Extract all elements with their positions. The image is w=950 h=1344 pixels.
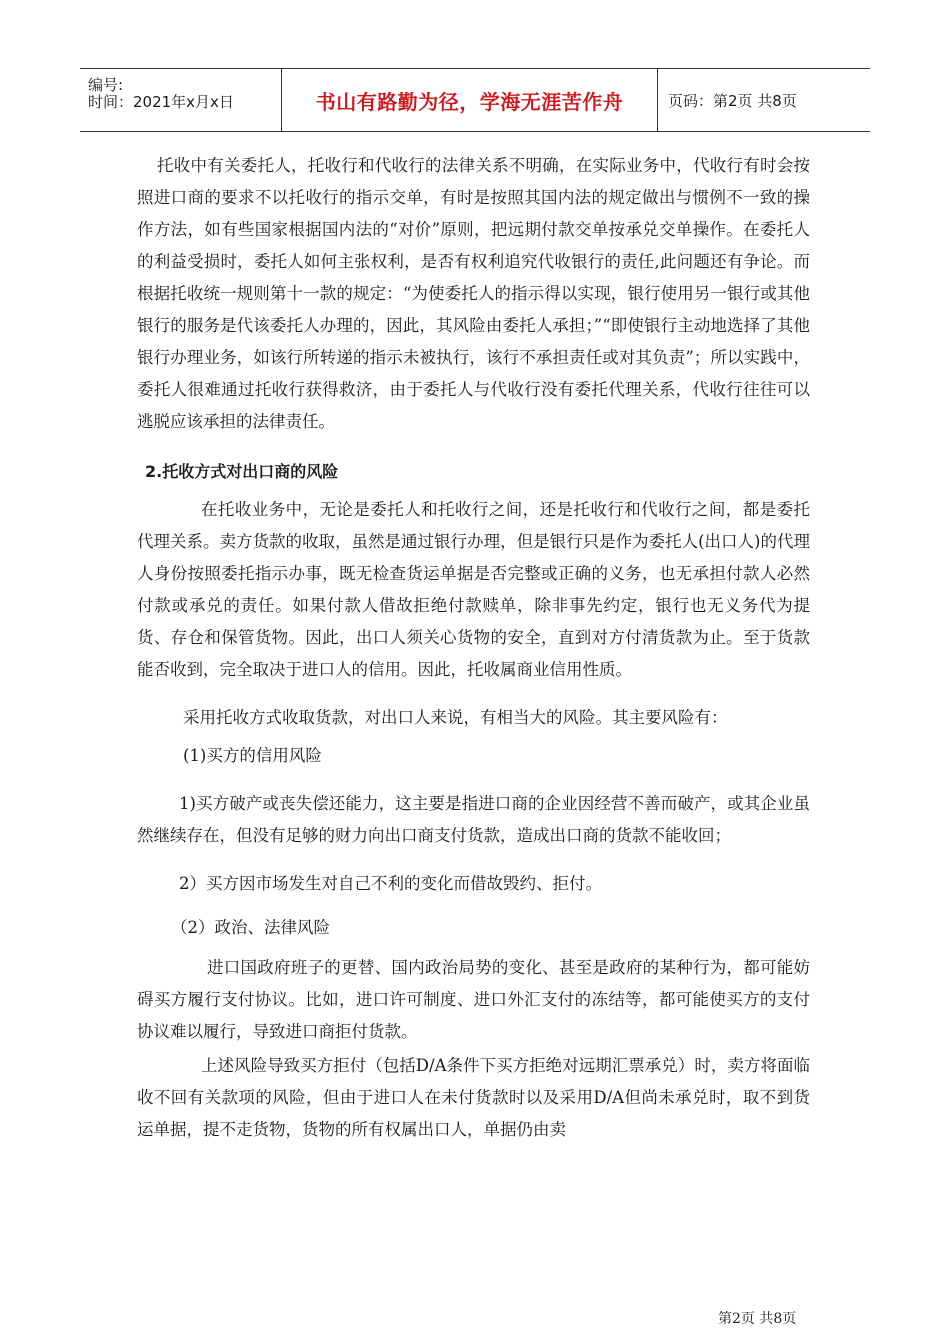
header-motto: 书山有路勤为径，学海无涯苦作舟 — [282, 69, 658, 131]
time-label: 时间：2021年x月x日 — [88, 93, 234, 111]
page-header — [80, 68, 870, 132]
paragraph-agency-relationship: 在托收业务中，无论是委托人和托收行之间，还是托收行和代收行之间，都是委托代理关系。卖方货款的收取，虽然是通过银行办理，但是银行只是作为委托人(出口人)的代理人身份按照委托指示办事，既无检查货运单据是否完整或正确的义务，也无承担付款人必然付款或承兑的责任。如果付款人借故拒绝付款赎单，除非事先约定，银行也无义务代为提货、存仓和保管货物。因此，出口人须关心货物的安全，直到对方付清货款为止。至于货款能否收到，完全取决于进口人的信用。因此，托收属商业信用性质。 — [137, 500, 810, 679]
header-info-cell — [80, 69, 282, 131]
page-footer: 第2页 共8页 — [718, 1311, 797, 1327]
subheading-political-legal-risk: （2）政治、法律风险 — [171, 918, 330, 937]
document-body — [137, 150, 810, 1146]
paragraph-political-changes: 进口国政府班子的更替、国内政治局势的变化、甚至是政府的某种行为，都可能妨碍买方履行支付协议。比如，进口许可制度、进口外汇支付的冻结等，都可能使买方的支付协议难以履行，导致进口商拒付货款。 — [137, 958, 810, 1041]
paragraph-buyer-default: 2）买方因市场发生对自己不利的变化而借故毁约、拒付。 — [179, 874, 602, 893]
header-page-number: 页码：第2页 共8页 — [668, 91, 797, 110]
paragraph-buyer-bankruptcy: 1)买方破产或丧失偿还能力，这主要是指进口商的企业因经营不善而破产，或其企业虽然继续存在，但没有足够的财力向出口商支付货款，造成出口商的货款不能收回； — [137, 794, 810, 845]
paragraph-refusal-consequence: 上述风险导致买方拒付（包括D/A条件下买方拒绝对远期汇票承兑）时，卖方将面临收不回有关款项的风险，但由于进口人在未付货款时以及采用D/A但尚未承兑时，取不到货运单据，提不走货物，货物的所有权属出口人，单据仍由卖 — [137, 1056, 810, 1139]
subheading-credit-risk: (1)买方的信用风险 — [183, 746, 322, 765]
serial-label: 编号: — [88, 76, 124, 94]
paragraph-collection-relationship: 托收中有关委托人，托收行和代收行的法律关系不明确，在实际业务中，代收行有时会按照进口商的要求不以托收行的指示交单，有时是按照其国内法的规定做出与惯例不一致的操作方法，如有些国家根据国内法的“对价”原则，把远期付款交单按承兑交单操作。在委托人的利益受损时，委托人如何主张权利，是否有权利追究代收银行的责任,此问题还有争论。而根据托收统一规则第十一款的规定：“为使委托人的指示得以实现，银行使用另一银行或其他银行的服务是代该委托人办理的，因此，其风险由委托人承担；”“即使银行主动地选择了其他银行办理业务，如该行所转递的指示未被执行，该行不承担责任或对其负责”；所以实践中，委托人很难通过托收行获得救济，由于委托人与代收行没有委托代理关系，代收行往往可以逃脱应该承担的法律责任。 — [137, 156, 810, 431]
paragraph-main-risks: 采用托收方式收取货款，对出口人来说，有相当大的风险。其主要风险有： — [183, 708, 728, 727]
section-heading-exporter-risk: 2.托收方式对出口商的风险 — [145, 462, 339, 481]
